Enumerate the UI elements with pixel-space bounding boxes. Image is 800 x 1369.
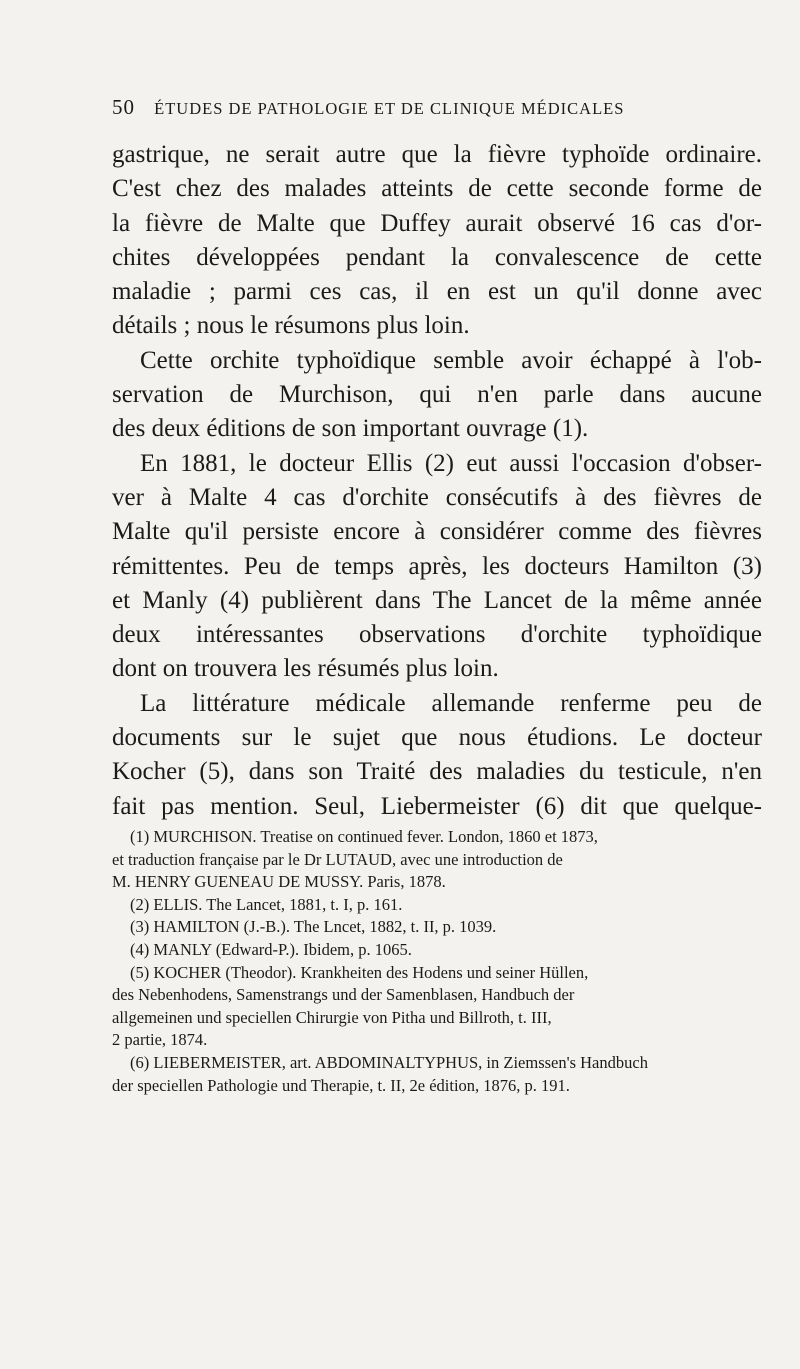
text-line: fait pas mention. Seul, Liebermeister (6) dit que quelque-: [112, 792, 762, 820]
text-line: En 1881, le docteur Ellis (2) eut aussi l'occasion d'obser-: [140, 449, 762, 477]
footnote-line: des Nebenhodens, Samenstrangs und der Samenblasen, Handbuch der: [112, 985, 575, 1005]
footnote-line: (6) LIEBERMEISTER, art. ABDOMINALTYPHUS, in Ziemssen's Handbuch: [130, 1052, 648, 1072]
footnote-line: (1) MURCHISON. Treatise on continued fever. London, 1860 et 1873,: [130, 827, 598, 846]
text-line: deux intéressantes observations d'orchite typhoïdique: [112, 621, 762, 649]
running-header: [112, 95, 740, 120]
footnote-line: M. HENRY GUENEAU DE MUSSY. Paris, 1878.: [112, 872, 446, 892]
text-line: Malte qu'il persiste encore à considérer comme des fièvres: [112, 518, 762, 546]
text-line: détails ; nous le résumons plus loin.: [112, 312, 470, 340]
text-line: La littérature médicale allemande renferme peu de: [140, 689, 762, 717]
footnote-line: (5) KOCHER (Theodor). Krankheiten des Hodens und seiner Hüllen,: [130, 962, 589, 982]
text-line: rémittentes. Peu de temps après, les docteurs Hamilton (3): [112, 552, 762, 580]
main-text: [112, 138, 762, 824]
footnotes: [112, 826, 764, 1097]
footnote-line: der speciellen Pathologie und Therapie, t. II, 2e édition, 1876, p. 191.: [112, 1075, 570, 1095]
text-line: chites développées pendant la convalescence de cette: [112, 243, 762, 271]
text-line: C'est chez des malades atteints de cette seconde forme de: [112, 175, 762, 203]
footnote-line: 2 partie, 1874.: [112, 1030, 208, 1050]
paragraph-1: [112, 138, 762, 344]
footnote-line: (3) HAMILTON (J.-B.). The Lncet, 1882, t. II, p. 1039.: [130, 917, 497, 937]
footnote-3: [112, 916, 764, 939]
footnote-line: (4) MANLY (Edward-P.). Ibidem, p. 1065.: [130, 939, 412, 959]
text-line: et Manly (4) publièrent dans The Lancet de la même année: [112, 586, 762, 614]
text-line: dont on trouvera les résumés plus loin.: [112, 655, 499, 683]
paragraph-3: [112, 447, 762, 687]
text-line: maladie ; parmi ces cas, il en est un qu'il donne avec: [112, 278, 762, 306]
footnote-line: allgemeinen und speciellen Chirurgie von Pitha und Billroth, t. III,: [112, 1007, 552, 1027]
paragraph-2: [112, 344, 762, 447]
text-line: la fièvre de Malte que Duffey aurait observé 16 cas d'or-: [112, 209, 762, 237]
text-line: servation de Murchison, qui n'en parle dans aucune: [112, 381, 762, 409]
paragraph-4: [112, 687, 762, 824]
text-line: ver à Malte 4 cas d'orchite consécutifs à des fièvres de: [112, 483, 762, 511]
page-number: 50: [112, 95, 135, 119]
running-title: ÉTUDES DE PATHOLOGIE ET DE CLINIQUE MÉDICALES: [154, 99, 625, 118]
text-line: gastrique, ne serait autre que la fièvre typhoïde ordinaire.: [112, 141, 762, 168]
footnote-4: [112, 939, 764, 962]
text-line: documents sur le sujet que nous étudions. Le docteur: [112, 724, 762, 752]
footnote-5: [112, 962, 764, 1052]
text-line: Kocher (5), dans son Traité des maladies du testicule, n'en: [112, 758, 762, 786]
text-line: des deux éditions de son important ouvrage (1).: [112, 415, 589, 443]
footnote-6: [112, 1052, 764, 1097]
footnote-1: [112, 826, 764, 894]
footnote-line: et traduction française par le Dr LUTAUD, avec une introduction de: [112, 849, 563, 869]
footnote-line: (2) ELLIS. The Lancet, 1881, t. I, p. 161.: [130, 894, 403, 914]
footnote-2: [112, 894, 764, 917]
text-line: Cette orchite typhoïdique semble avoir échappé à l'ob-: [140, 346, 762, 374]
